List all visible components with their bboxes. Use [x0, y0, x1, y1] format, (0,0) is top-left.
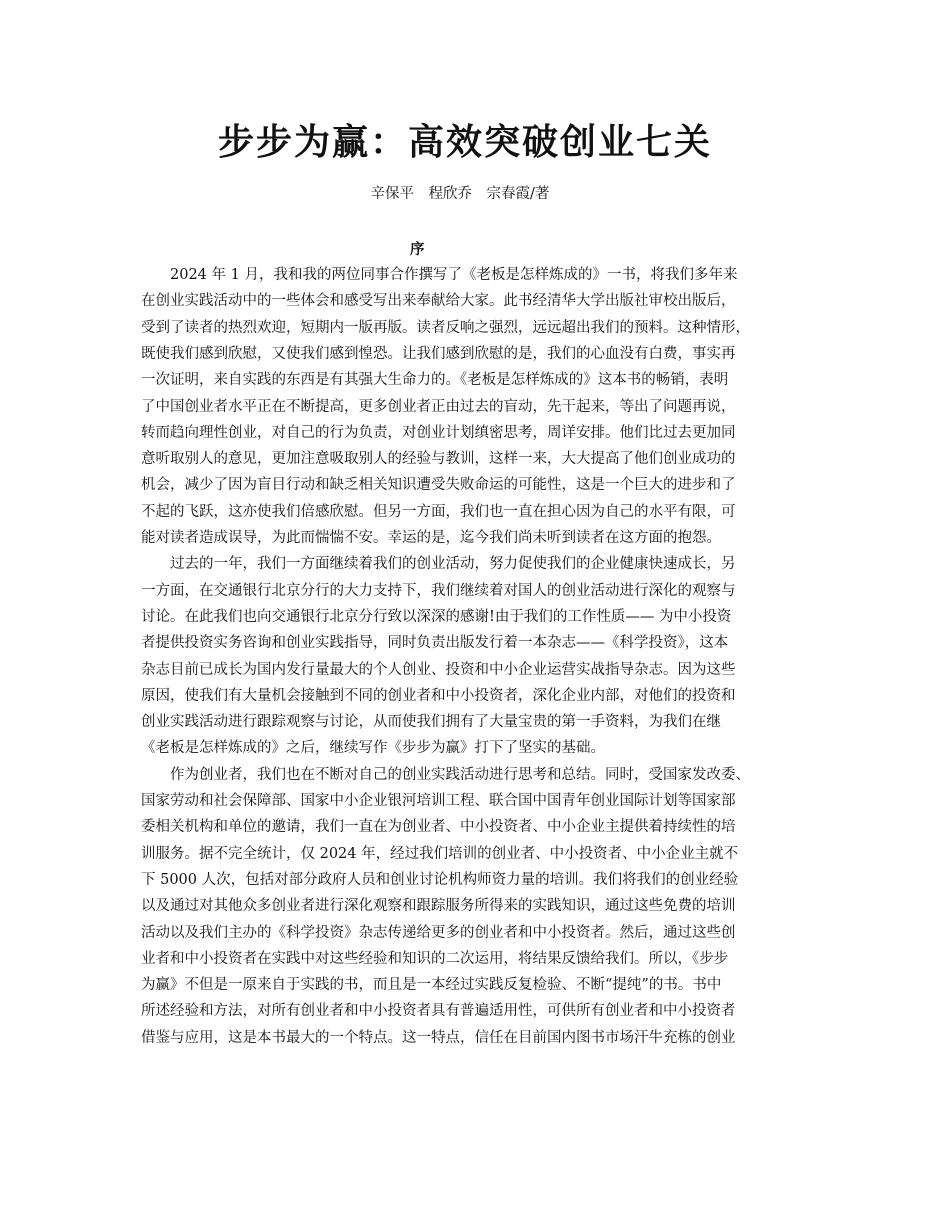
body-text-line: 了中国创业者水平正在不断提高，更多创业者正由过去的盲动，先干起来，等出了问题再说， [141, 398, 736, 415]
body-text-line: 一方面，在交通银行北京分行的大力支持下，我们继续着对国人的创业活动进行深化的观察与 [141, 582, 736, 599]
body-text-line: 所述经验和方法，对所有创业者和中小投资者具有普遍适用性，可供所有创业者和中小投资者 [141, 1003, 736, 1020]
body-text-line: 以及通过对其他众多创业者进行深化观察和跟踪服务所得来的实践知识，通过这些免费的培训 [141, 898, 736, 915]
body-text-line: 为赢》不但是一原来自于实践的书，而且是一本经过实践反复检验、不断“提纯”的书。书中 [141, 977, 722, 994]
body-text-line: 原因，使我们有大量机会接触到不同的创业者和中小投资者，深化企业内部，对他们的投资和 [141, 687, 736, 704]
body-text-line: 机会，减少了因为盲目行动和缺乏相关知识遭受失败命运的可能性，这是一个巨大的进步和了 [141, 477, 736, 494]
body-text-line: 既使我们感到欣慰，又使我们感到惶恐。让我们感到欣慰的是，我们的心血没有白费，事实再 [141, 345, 736, 362]
body-text-line: 讨论。在此我们也向交通银行北京分行致以深深的感谢!由于我们的工作性质—— 为中小投资 [141, 608, 732, 625]
body-text-line: 转而趋向理性创业，对自己的行为负责，对创业计划缜密思考，周详安排。他们比过去更加同 [141, 424, 736, 441]
body-text-line: 能对读者造成误导，为此而惴惴不安。幸运的是，迄今我们尚未听到读者在这方面的抱怨。 [141, 530, 721, 546]
body-text-line: 者提供投资实务咨询和创业实践指导，同时负责出版发行着一本杂志——《科学投资》，这本 [141, 635, 729, 652]
body-text-line: 《老板是怎样炼成的》之后，继续写作《步步为赢》打下了坚实的基础。 [141, 740, 605, 757]
body-text-line: 业者和中小投资者在实践中对这些经验和知识的二次运用，将结果反馈给我们。所以，《步步 [141, 950, 729, 967]
section-heading-preface: 序 [410, 241, 425, 258]
body-text-line: 2024 年 1 月，我和我的两位同事合作撰写了《老板是怎样炼成的》一书，将我们多年来 [141, 267, 738, 283]
document-title: 步步为赢：高效突破创业七关 [217, 121, 712, 163]
body-text-line: 训服务。据不完全统计，仅 2024 年，经过我们培训的创业者、中小投资者、中小企业主就不 [141, 845, 739, 862]
body-text-line: 创业实践活动进行跟踪观察与讨论，从而使我们拥有了大量宝贵的第一手资料，为我们在继 [141, 714, 721, 731]
body-text-line: 受到了读者的热烈欢迎，短期内一版再版。读者反响之强烈，远远超出我们的预料。这种情形， [141, 319, 750, 336]
body-text-line: 在创业实践活动中的一些体会和感受写出来奉献给大家。此书经清华大学出版社审校出版后， [141, 293, 736, 310]
body-text-line: 意听取别人的意见，更加注意吸取别人的经验与教训，这样一来，大大提高了他们创业成功的 [141, 451, 736, 468]
body-text-line: 一次证明，来自实践的东西是有其强大生命力的。《老板是怎样炼成的》这本书的畅销，表明 [141, 372, 729, 389]
body-text-line: 过去的一年，我们一方面继续着我们的创业活动，努力促使我们的企业健康快速成长，另 [141, 556, 736, 573]
body-text-line: 委相关机构和单位的邀请，我们一直在为创业者、中小投资者、中小企业主提供着持续性的培 [141, 819, 736, 836]
body-text-line: 下 5000 人次，包括对部分政府人员和创业讨论机构师资力量的培训。我们将我们的创业经验 [141, 871, 739, 888]
body-text-line: 活动以及我们主办的《科学投资》杂志传递给更多的创业者和中小投资者。然后，通过这些创 [141, 924, 736, 941]
body-text-line: 作为创业者，我们也在不断对自己的创业实践活动进行思考和总结。同时，受国家发改委、 [141, 766, 750, 783]
body-text-line: 不起的飞跃，这亦使我们倍感欣慰。但另一方面，我们也一直在担心因为自己的水平有限，可 [141, 503, 736, 520]
document-authors: 辛保平 程欣乔 宗春霞/著 [370, 186, 550, 202]
body-text-line: 借鉴与应用，这是本书最大的一个特点。这一特点，信任在目前国内图书市场汗牛充栋的创业 [141, 1029, 736, 1046]
body-text-line: 国家劳动和社会保障部、国家中小企业银河培训工程、联合国中国青年创业国际计划等国家部 [141, 793, 736, 809]
body-text-line: 杂志目前已成长为国内发行量最大的个人创业、投资和中小企业运营实战指导杂志。因为这些 [141, 661, 736, 678]
